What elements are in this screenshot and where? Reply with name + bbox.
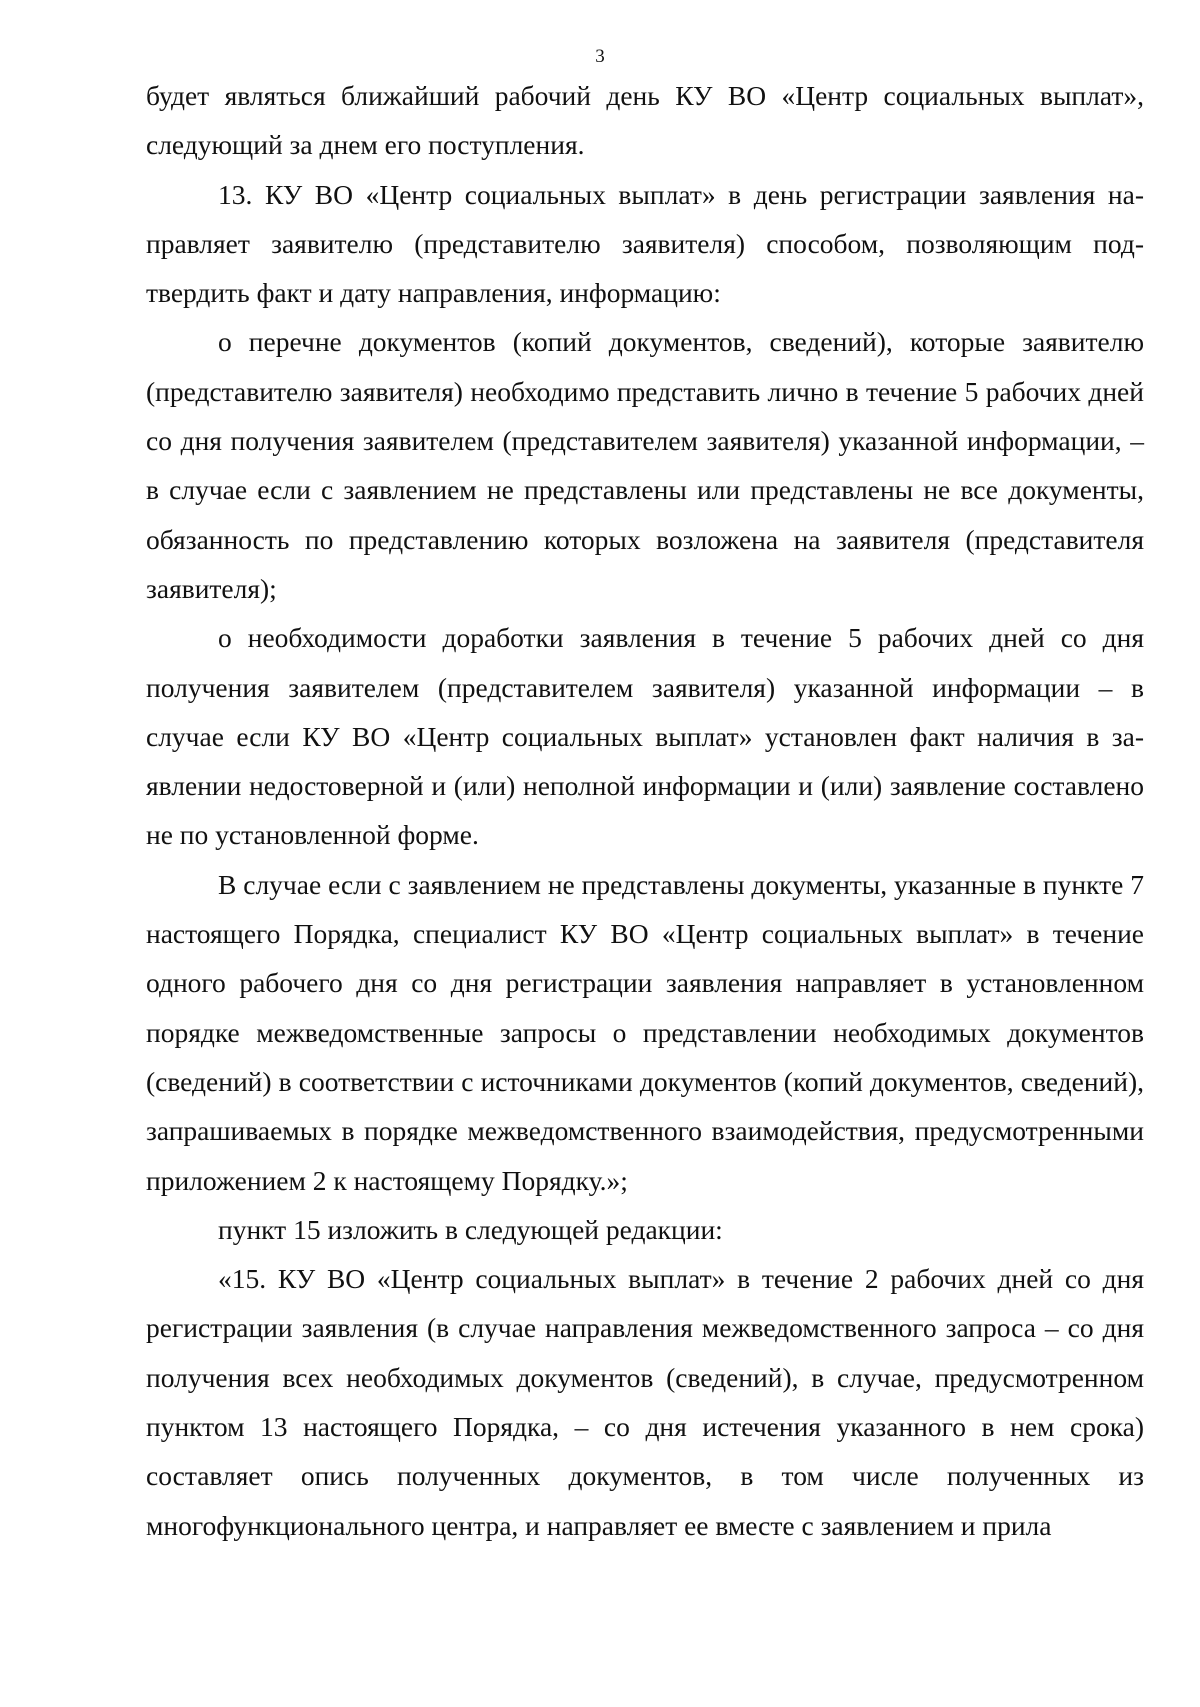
page-number: 3: [595, 46, 605, 67]
paragraph-interagency-requests: В случае если с заявлением не представлены документы, указанные в пункте 7 настоящего Порядка, специалист КУ ВО «Центр социальных выплат» в течение одного рабочего дня со дня регистрации заявления направляет в установленном порядке межведомственные запросы о представлении необходимых документов (сведений) в соответствии с источниками документов (копий документов, сведений), запрашиваемых в порядке межведомственного взаимодействия, предусмотренными приложением 2 к настоящему Порядку.»;: [146, 868, 1144, 1196]
paragraph-item-15-intro: пункт 15 изложить в следующей редакции:: [218, 1213, 723, 1245]
paragraph-documents-list: о перечне документов (копий документов, сведений), которые заявителю (представителю заявителя) необходимо представить лично в течение 5 рабочих дней со дня получения заявителем (представителем заявителя) указанной информации, – в случае если с заявлением не представлены или представлены не все документы, обязанность по представлению которых возложена на заявителя (представителя заявителя);: [146, 326, 1144, 604]
paragraph-item-13: 13. КУ ВО «Центр социальных выплат» в день регистрации заявления направляет заявителю (представителю заявителя) способом, позволяющим подтвердить факт и дату направления, информацию:: [146, 178, 1144, 309]
paragraph-continuation: будет являться ближайший рабочий день КУ ВО «Центр социальных выплат», следующий за днем его поступления.: [146, 80, 1144, 161]
document-body: [146, 71, 1144, 1550]
paragraph-revision-needed: о необходимости доработки заявления в течение 5 рабочих дней со дня получения заявителем (представителем заявителя) указанной информации – в случае если КУ ВО «Центр социальных выплат» установлен факт наличия в заявлении недостоверной и (или) неполной информации и (или) заявление составлено не по установленной форме.: [146, 622, 1144, 851]
paragraph-item-15: «15. КУ ВО «Центр социальных выплат» в течение 2 рабочих дней со дня регистрации заявления (в случае направления межведомственного запроса – со дня получения всех необходимых документов (сведений), в случае, предусмотренном пунктом 13 настоящего Порядка, – со дня истечения указанного в нем срока) составляет опись полученных документов, в том числе полученных из многофункционального центра, и направляет ее вместе с заявлением и прила: [146, 1263, 1144, 1541]
